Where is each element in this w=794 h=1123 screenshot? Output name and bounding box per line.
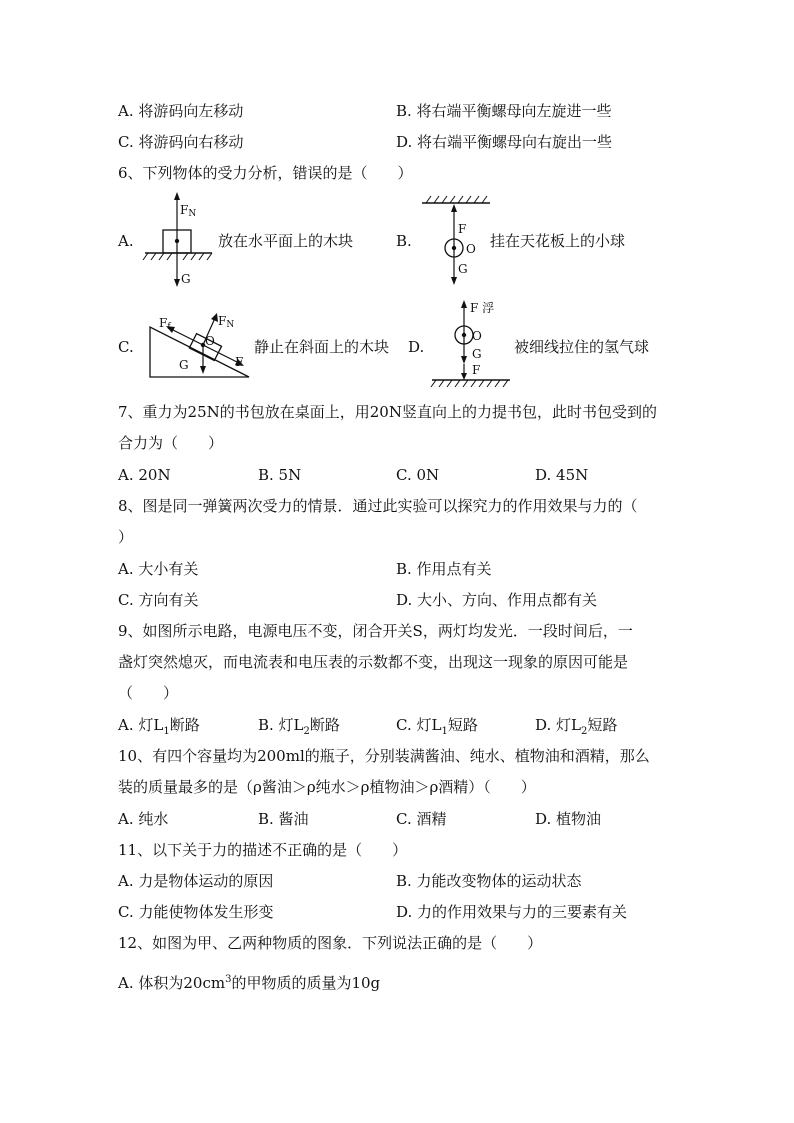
q11-option-b: B. 力能改变物体的运动状态 <box>396 872 582 890</box>
label-o: O <box>472 329 482 343</box>
label-fn-sub: N <box>226 320 235 330</box>
q6-option-b-letter: B. <box>396 232 412 250</box>
label-g: G <box>179 358 189 372</box>
q9-stem-line2: 盏灯突然熄灭，而电流表和电压表的示数都不变，出现这一现象的原因可能是 <box>118 653 629 671</box>
q9-option-c: C. 灯$L_1$短路 <box>396 716 478 737</box>
q9-stem-line1: 9、如图所示电路，电源电压不变，闭合开关S，两灯均发光．一段时间后，一 <box>118 622 633 640</box>
q6-option-c-letter: C. <box>118 338 134 356</box>
q8-stem-line2: ） <box>118 528 134 546</box>
q10-option-d: D. 植物油 <box>535 810 602 828</box>
q7-stem-line2: 合力为（ ） <box>118 434 224 452</box>
q5-option-b: B. 将右端平衡螺母向左旋进一些 <box>396 102 612 120</box>
q6-stem: 6、下列物体的受力分析，错误的是（ ） <box>118 164 413 182</box>
q8-option-d: D. 大小、方向、作用点都有关 <box>396 591 598 609</box>
q7-option-d: D. 45N <box>535 466 589 484</box>
q12-option-a: A. 体积为$20cm^3$的甲物质的质量为10g <box>118 974 381 992</box>
label-g: G <box>472 347 482 361</box>
q6-option-c-text: 静止在斜面上的木块 <box>254 338 390 356</box>
q11-option-d: D. 力的作用效果与力的三要素有关 <box>396 903 628 921</box>
label-g: G <box>458 262 468 276</box>
label-fn-sub: N <box>188 209 197 219</box>
q10-option-b: B. 酱油 <box>258 810 309 828</box>
q6-figure-b <box>418 193 498 288</box>
q6-figure-d <box>430 298 515 393</box>
q10-option-c: C. 酒精 <box>396 810 447 828</box>
svg-text:Ff <box>159 316 171 332</box>
label-o: O <box>205 334 215 348</box>
q6-option-a-text: 放在水平面上的木块 <box>218 232 354 250</box>
svg-text:FN <box>218 314 234 330</box>
label-fn: F <box>218 314 227 328</box>
q5-option-a: A. 将游码向左移动 <box>118 102 244 120</box>
q9-stem-line3: （ ） <box>118 684 179 702</box>
q6-option-d-letter: D. <box>408 338 425 356</box>
q7-stem-line1: 7、重力为25N的书包放在桌面上，用20N竖直向上的力提书包，此时书包受到的 <box>118 403 657 421</box>
q11-stem: 11、以下关于力的描述不正确的是（ ） <box>118 841 408 859</box>
q9-option-a: A. 灯$L_1$断路 <box>118 716 200 737</box>
q11-option-c: C. 力能使物体发生形变 <box>118 903 274 921</box>
q5-option-d: D. 将右端平衡螺母向右旋出一些 <box>396 133 613 151</box>
label-f: F <box>235 355 244 369</box>
label-f: F <box>472 363 481 377</box>
q10-stem-line1: 10、有四个容量均为200ml的瓶子，分别装满酱油、纯水、植物油和酒精，那么 <box>118 747 650 765</box>
label-f: F <box>458 222 467 236</box>
label-g: G <box>181 272 191 286</box>
q10-option-a: A. 纯水 <box>118 810 169 828</box>
q9-option-d: D. 灯$L_2$短路 <box>535 716 618 737</box>
q6-option-d-text: 被细线拉住的氢气球 <box>514 338 650 356</box>
q6-figure-a <box>140 190 220 290</box>
q6-figure-c <box>145 305 255 385</box>
q7-option-a: A. 20N <box>118 466 171 484</box>
label-ff-sub: f <box>167 322 171 332</box>
q8-option-c: C. 方向有关 <box>118 591 199 609</box>
q6-option-a-letter: A. <box>118 232 134 250</box>
q5-option-c: C. 将游码向右移动 <box>118 133 244 151</box>
svg-text:FN <box>180 203 196 219</box>
q8-option-b: B. 作用点有关 <box>396 560 492 578</box>
label-fn: F <box>180 203 189 217</box>
label-ff: F <box>159 316 168 330</box>
q8-option-a: A. 大小有关 <box>118 560 199 578</box>
q6-option-b-text: 挂在天花板上的小球 <box>490 232 626 250</box>
q12-stem: 12、如图为甲、乙两种物质的图象．下列说法正确的是（ ） <box>118 934 543 952</box>
q7-option-b: B. 5N <box>258 466 302 484</box>
q10-stem-line2: 装的质量最多的是（ρ酱油＞ρ纯水＞ρ植物油＞ρ酒精）（ ） <box>118 778 536 796</box>
label-o: O <box>466 242 476 256</box>
q11-option-a: A. 力是物体运动的原因 <box>118 872 274 890</box>
q9-option-b: B. 灯$L_2$断路 <box>258 716 340 737</box>
q8-stem-line1: 8、图是同一弹簧两次受力的情景．通过此实验可以探究力的作用效果与力的（ <box>118 497 638 515</box>
q7-option-c: C. 0N <box>396 466 440 484</box>
label-f-float: F 浮 <box>470 301 495 315</box>
